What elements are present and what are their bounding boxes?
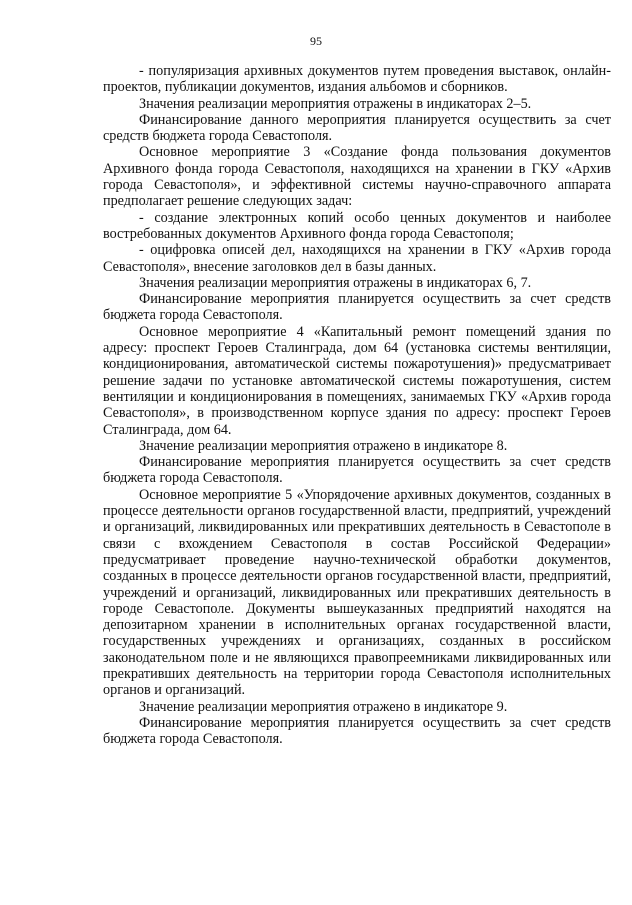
paragraph-digitization-item: - оцифровка описей дел, находящихся на хранении в ГКУ «Архив города Севастополя», внесение заголовков дел в базы данных.	[103, 242, 611, 275]
paragraph-indicator-9: Значение реализации мероприятия отражено в индикаторе 9.	[139, 698, 508, 715]
paragraph-main-measure-3: Основное мероприятие 3 «Создание фонда пользования документов Архивного фонда города Севастополя, находящихся на хранении в ГКУ «Архив города Севастополя», и эффективной системы научно-справочного аппарата предполагает решение следующих задач:	[103, 144, 611, 210]
paragraph-popularization-item: - популяризация архивных документов путем проведения выставок, онлайн-проектов, публикации документов, издания альбомов и сборников.	[103, 63, 611, 96]
paragraph-electronic-copies-item: - создание электронных копий особо ценных документов и наиболее востребованных документов Архивного фонда города Севастополя;	[103, 209, 611, 242]
paragraph-indicators-2-5: Значения реализации мероприятия отражены в индикаторах 2–5.	[139, 95, 532, 112]
paragraph-main-measure-5: Основное мероприятие 5 «Упорядочение архивных документов, созданных в процессе деятельности органов государственной власти, предприятий, учреждений и организаций, ликвидированных или прекративших деятельность в Севастополе в связи с вхождением Севастополя в состав Российской Федерации» предусматривает проведение научно-технической обработки документов, созданных в процессе деятельности органов государственной власти, предприятий, учреждений и организаций, ликвидированных или прекративших деятельность в городе Севастополе. Документы вышеуказанных предприятий находятся на депозитарном хранении в исполнительных органах государственной власти, государственных учреждениях и организациях, созданных в российском законодательном поле и не являющихся правопреемниками ликвидированных или прекративших деятельность на территории города Севастополя исполнительных органов и организаций.	[103, 486, 611, 699]
paragraph-financing-3: Финансирование мероприятия планируется осуществить за счет средств бюджета города Севастополя.	[103, 454, 611, 487]
page-number: 95	[310, 34, 322, 48]
paragraph-indicators-6-7: Значения реализации мероприятия отражены в индикаторах 6, 7.	[139, 274, 532, 291]
paragraph-financing-4: Финансирование мероприятия планируется осуществить за счет средств бюджета города Севастополя.	[103, 714, 611, 748]
paragraph-financing-1: Финансирование данного мероприятия планируется осуществить за счет средств бюджета города Севастополя.	[103, 111, 611, 145]
paragraph-financing-2: Финансирование мероприятия планируется осуществить за счет средств бюджета города Севастополя.	[103, 291, 611, 324]
paragraph-indicator-8: Значение реализации мероприятия отражено в индикаторе 8.	[139, 437, 508, 454]
paragraph-main-measure-4: Основное мероприятие 4 «Капитальный ремонт помещений здания по адресу: проспект Героев Сталинграда, дом 64 (установка системы вентиляции, кондиционирования, автоматической системы пожаротушения)» предусматривает решение задачи по установке автоматической системы пожаротушения, систем вентиляции и кондиционирования в помещениях, занимаемых ГКУ «Архив города Севастополя», в производственном корпусе здания по адресу: проспект Героев Сталинграда, дом 64.	[103, 323, 611, 438]
document-body	[103, 63, 611, 747]
